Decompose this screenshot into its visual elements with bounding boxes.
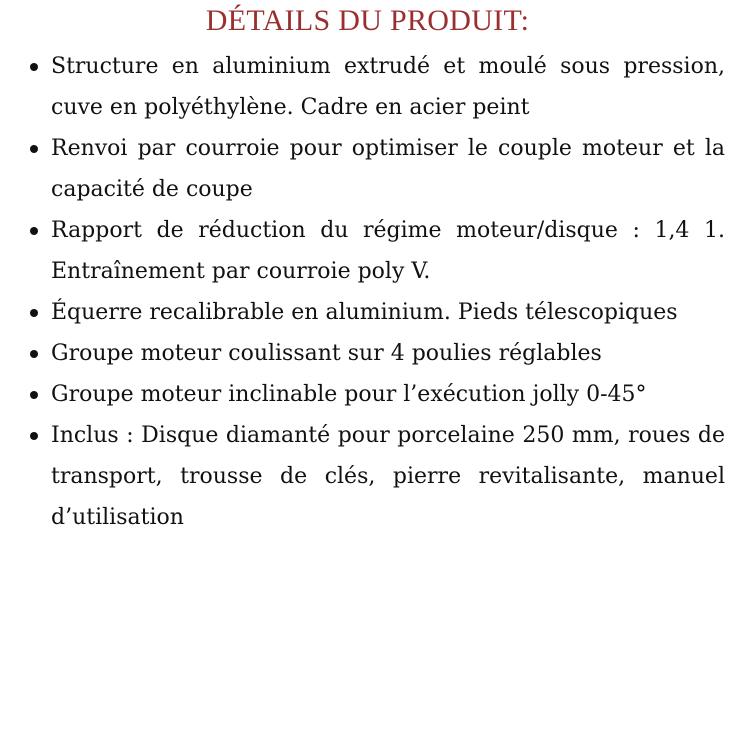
list-item <box>30 374 725 415</box>
bullet-icon <box>30 227 38 235</box>
list-item-text: Équerre recalibrable en aluminium. Pieds télescopiques <box>51 300 678 325</box>
list-item <box>30 292 725 333</box>
bullet-icon <box>30 63 38 71</box>
list-item <box>30 415 725 538</box>
list-item-text: Structure en aluminium extrudé et moulé sous pression, cuve en polyéthylène. Cadre en acier peint <box>51 54 725 120</box>
list-item-text: Renvoi par courroie pour optimiser le couple moteur et la capacité de coupe <box>51 136 725 202</box>
list-item <box>30 333 725 374</box>
list-item-text: Inclus : Disque diamanté pour porcelaine 250 mm, roues de transport, trousse de clés, pierre revitalisante, manuel d’utilisation <box>51 423 725 530</box>
product-details-list <box>30 46 725 538</box>
bullet-icon <box>30 145 38 153</box>
page-title: DÉTAILS DU PRODUIT: <box>205 4 530 37</box>
bullet-icon <box>30 432 38 440</box>
list-item <box>30 46 725 128</box>
list-item-text: Groupe moteur coulissant sur 4 poulies réglables <box>51 341 602 366</box>
list-item <box>30 210 725 292</box>
bullet-icon <box>30 309 38 317</box>
bullet-icon <box>30 391 38 399</box>
list-item-text: Groupe moteur inclinable pour l’exécution jolly 0-45° <box>51 382 647 407</box>
list-item-text: Rapport de réduction du régime moteur/disque : 1,4 1. Entraînement par courroie poly V. <box>51 218 725 284</box>
list-item <box>30 128 725 210</box>
bullet-icon <box>30 350 38 358</box>
